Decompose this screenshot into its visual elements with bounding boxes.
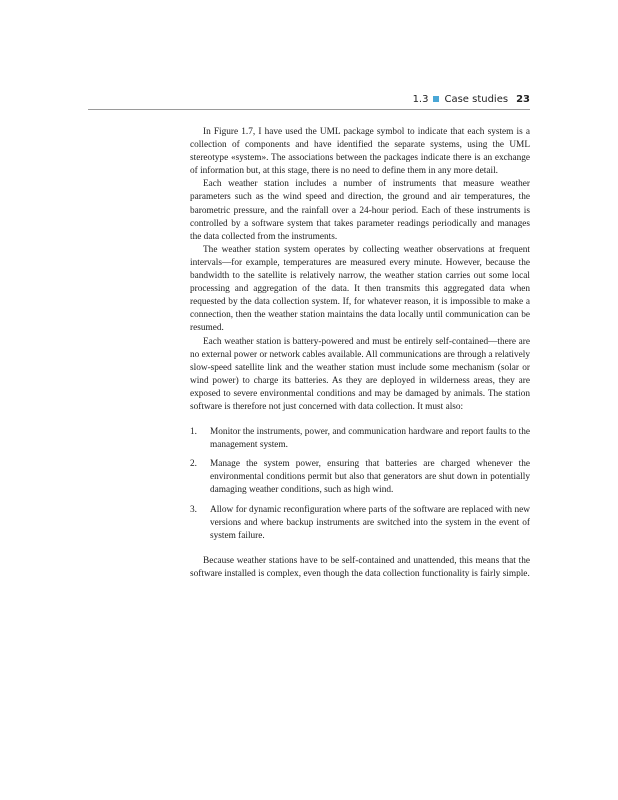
list-item-text: Monitor the instruments, power, and communication hardware and report faults to the management system.: [210, 427, 530, 451]
paragraph: Each weather station includes a number of instruments that measure weather parameters such as the wind speed and direction, the ground and air temperatures, the barometric pressure, and the rainfall over a 24-hour period. Each of these instruments is controlled by a software system that takes parameter readings periodically and manages the data collected from the instruments.: [190, 179, 530, 242]
list-item: [190, 458, 530, 497]
numbered-list: [190, 426, 530, 543]
running-header: [413, 94, 530, 105]
header-rule: [88, 109, 530, 110]
section-title: Case studies: [444, 94, 509, 105]
body-text: [190, 126, 530, 581]
list-item-text: Manage the system power, ensuring that batteries are charged whenever the environmental conditions permit but also that generators are shut down in potentially damaging weather conditions, such as high wind.: [210, 459, 530, 496]
paragraph: In Figure 1.7, I have used the UML package symbol to indicate that each system is a collection of components and have identified the separate systems, using the UML stereotype «system». The associations between the packages indicate there is an exchange of information but, at this stage, there is no need to define them in any more detail.: [190, 127, 530, 177]
section-number: 1.3: [412, 94, 429, 105]
closing-paragraph: Because weather stations have to be self-contained and unattended, this means that the software installed is complex, even though the data collection functionality is fairly simple.: [190, 555, 530, 579]
blue-square-icon: [433, 96, 439, 102]
list-item: [190, 504, 530, 543]
paragraph: The weather station system operates by collecting weather observations at frequent intervals—for example, temperatures are measured every minute. However, because the bandwidth to the satellite is relatively narrow, the weather station carries out some local processing and aggregation of the data. It then transmits this aggregated data when requested by the data collection system. If, for whatever reason, it is impossible to make a connection, then the weather station maintains the data locally until communication can be resumed.: [190, 244, 530, 334]
list-item-number: 1.: [190, 427, 197, 438]
page-number: 23: [516, 94, 530, 105]
paragraph: Each weather station is battery-powered and must be entirely self-contained—there are no external power or network cables available. All communications are through a relatively slow-speed satellite link and the weather station must include some mechanism (solar or wind power) to charge its batteries. As they are deployed in wilderness areas, they are exposed to severe environmental conditions and may be damaged by animals. The station software is therefore not just concerned with data collection. It must also:: [190, 336, 530, 412]
list-item-number: 2.: [190, 459, 197, 470]
list-item-number: 3.: [190, 504, 197, 515]
list-item: [190, 426, 530, 452]
list-item-text: Allow for dynamic reconfiguration where parts of the software are replaced with new versions and where backup instruments are switched into the system in the event of system failure.: [210, 504, 530, 541]
